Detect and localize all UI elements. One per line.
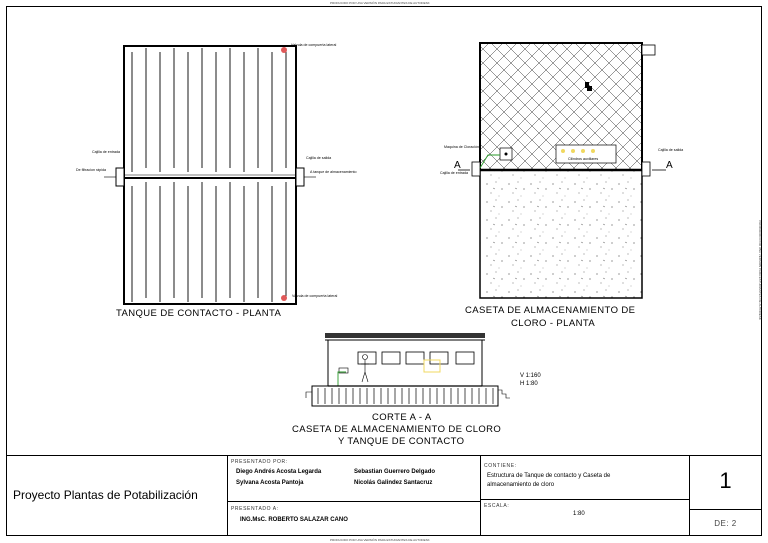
watermark-bottom: PRODUCIDO POR UNA VERSIÓN PARA ESTUDIANTES DE AUTODESK: [330, 538, 430, 542]
tb-project-cell: [7, 456, 228, 536]
sheet-total: DE: 2: [714, 519, 737, 528]
section-title-1: CORTE A - A: [372, 412, 432, 423]
title-block: [7, 455, 761, 536]
presented-by-label: PRESENTADO POR:: [231, 459, 288, 465]
presented-to-label: PRESENTADO A:: [231, 506, 279, 512]
label-valve-top: Valvula de compuerta lateral: [291, 43, 337, 47]
chlorine-house-plan: [458, 43, 666, 298]
contact-tank-plan: [104, 46, 316, 304]
author-1: Diego Andrés Acosta Legarda: [236, 469, 322, 475]
label-house-outlet-box: Cajilla de salida: [658, 148, 684, 152]
house-plan-title-2: CLORO - PLANTA: [511, 318, 596, 329]
sheet-number: 1: [719, 468, 732, 493]
project-name: Proyecto Plantas de Potabilización: [13, 488, 198, 502]
label-tank-inlet-box: Cajilla de entrada: [92, 150, 120, 154]
label-from-filtration: De filtracion rápida: [76, 168, 106, 172]
section-a-a: [306, 333, 510, 406]
label-house-inlet-box: Cajilla de entrada: [440, 171, 468, 175]
label-valve-bottom: Valvula de compuerta lateral: [292, 294, 338, 298]
presented-to: ING.MsC. ROBERTO SALAZAR CANO: [240, 517, 348, 523]
section-scale-h: H 1:80: [520, 381, 538, 387]
tb-contents-cell: [481, 456, 690, 536]
section-title-3: Y TANQUE DE CONTACTO: [338, 436, 465, 447]
tank-plan-title: TANQUE DE CONTACTO - PLANTA: [116, 308, 282, 319]
watermark-right: PRODUCIDO POR UNA VERSIÓN PARA ESTUDIANTES DE AUTODESK: [757, 220, 762, 320]
tb-people-cell: [228, 456, 481, 536]
author-4: Nicolás Galindez Santacruz: [354, 480, 433, 486]
section-mark-left: A: [454, 160, 462, 171]
scale-label: ESCALA:: [484, 503, 510, 509]
tb-sheet-cell: [690, 456, 761, 536]
contains-label: CONTIENE:: [484, 463, 517, 469]
section-title-2: CASETA DE ALMACENAMIENTO DE CLORO: [292, 424, 502, 435]
label-chlorinator: Maquina de Cloración: [444, 145, 479, 149]
section-mark-right: A: [666, 160, 674, 171]
section-scale-v: V 1:160: [520, 373, 541, 379]
contains-line-2: almacenamiento de cloro: [487, 482, 555, 488]
author-3: Sylvana Acosta Pantoja: [236, 480, 304, 486]
watermark-top: PRODUCIDO POR UNA VERSIÓN PARA ESTUDIANTES DE AUTODESK: [330, 1, 430, 5]
label-tank-outlet-box: Cajilla de salida: [306, 156, 332, 160]
contains-line-1: Estructura de Tanque de contacto y Caseta de: [487, 473, 611, 479]
label-to-storage: A tanque de almacenamiento: [310, 170, 357, 174]
label-cylinders: Cilindros auxiliares: [568, 157, 599, 161]
house-plan-title-1: CASETA DE ALMACENAMIENTO DE: [465, 305, 636, 316]
author-2: Sebastian Guerrero Delgado: [354, 469, 436, 475]
scale-value: 1:80: [573, 511, 585, 517]
